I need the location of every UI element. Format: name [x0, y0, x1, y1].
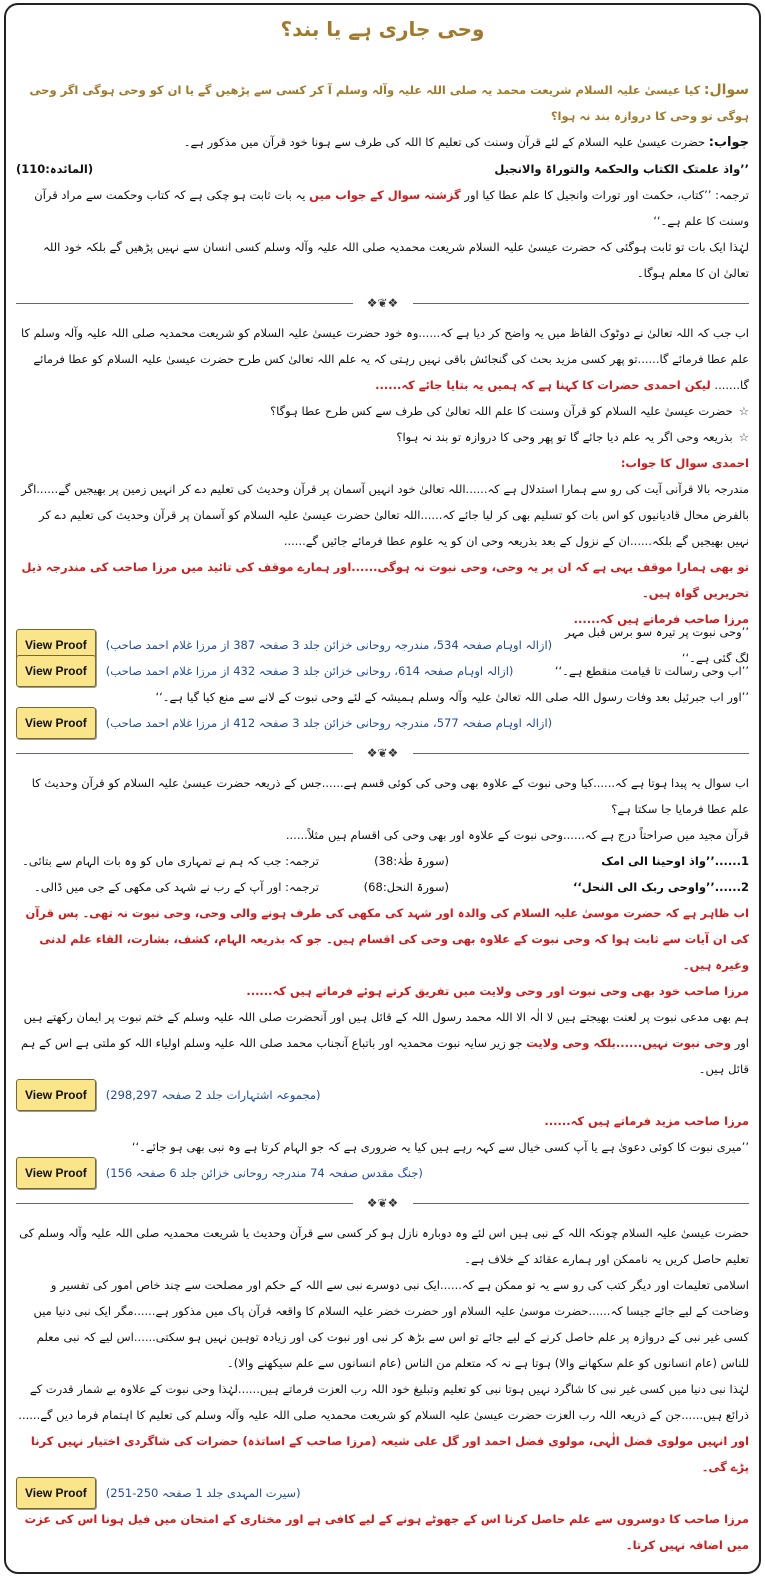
answer-intro: [16, 129, 749, 156]
question-label: سوال:: [703, 82, 749, 98]
ornament-icon: ❖❦❖: [366, 746, 399, 760]
star-icon: ☆: [738, 430, 749, 444]
section3-p5: [16, 1004, 749, 1082]
quote-3-text: ’’اور اب جبرئیل بعد وفات رسول اللہ صلی اللہ تعالیٰ علیہ وآلہ وسلم ہمیشہ کے لئے وحی نبوت کے لانے سے منع کیا گیا ہے۔‘‘: [155, 690, 749, 704]
star-item-text: حضرت عیسیٰ علیہ السلام کو قرآن وسنت کا علم اللہ تعالیٰ کی طرف سے کس طرح عطا ہوگا؟: [270, 404, 733, 418]
section3-p4: مرزا صاحب خود بھی وحی نبوت اور وحی ولایت میں تفریق کرتے ہوئے فرماتے ہیں کہ......: [246, 984, 749, 998]
section4-p4: مرزا صاحب کا دوسروں سے علم حاصل کرنا اس کے جھوٹے ہونے کے لیے کافی ہے اور مختاری کے امتحان میں فیل ہونا اس کی عزت میں اضافہ نہیں کرتا۔: [24, 1512, 749, 1552]
verse-ayah: 2......’’واوحی ربک الی النحل‘‘: [573, 880, 749, 894]
view-proof-button[interactable]: View Proof: [16, 629, 96, 661]
translation-post: یہ بات ثابت ہو چکی ہے کہ کتاب وحکمت سے مراد قرآن وسنت کا علم ہے۔‘‘: [34, 188, 749, 228]
quote-ref: (مجموعہ اشتہارات جلد 2 صفحہ 298,297): [105, 1088, 321, 1102]
conclusion: لہٰذا ایک بات تو ثابت ہوگئی کہ حضرت عیسیٰ علیہ السلام شریعت محمدیہ صلی اللہ علیہ وآلہ وسلم کسی انسان سے نہیں پڑھیں گے بلکہ خود اللہ تعالیٰ ان کا معلم ہوگا۔: [43, 240, 749, 280]
mirza-says: مرزا صاحب فرماتے ہیں کہ......: [573, 612, 749, 626]
view-proof-button[interactable]: View Proof: [16, 1157, 96, 1189]
ornament-icon: ❖❦❖: [366, 296, 399, 310]
section2-heading: احمدی سوال کا جواب:: [620, 456, 749, 470]
section2-p1-text: اب جب کہ اللہ تعالیٰ نے دوٹوک الفاظ میں یہ واضح کر دیا ہے کہ......وہ خود حضرت عیسیٰ علیہ السلام کو شریعت محمدیہ صلی اللہ علیہ وآلہ وسلم کا علم عطا فرمائے گا......تو پھر کسی مزید بحث کی گنجائش باقی نہیں رہتی کہ یہ علم اللہ تعالیٰ کس طرح حضرت عیسیٰ علیہ السلام کو عطا فرمائے گا.......: [20, 326, 749, 392]
view-proof-button[interactable]: View Proof: [16, 655, 96, 687]
ref-1-row: [16, 1082, 749, 1108]
section4-p1: حضرت عیسیٰ علیہ السلام چونکہ اللہ کے نبی ہیں اس لئے وہ دوبارہ نازل ہو کر کسی سے قرآن وحدیث یا شریعت محمدیہ صلی اللہ علیہ وآلہ وسلم کی تعلیم حاصل کریں یہ ناممکن اور ہمارے عقائد کے خلاف ہے۔: [19, 1226, 749, 1266]
view-proof-button[interactable]: View Proof: [16, 707, 96, 739]
verse-ref: (سورۃ طٰہٰ:38): [374, 854, 449, 868]
translation-red: گزشتہ سوال کے جواب میں: [309, 188, 461, 202]
verse-ref: (سورۃ النحل:68): [363, 880, 449, 894]
view-proof-button[interactable]: View Proof: [16, 1477, 96, 1509]
verse-2: [16, 874, 749, 900]
divider: [16, 1190, 749, 1216]
translation: [16, 182, 749, 234]
section3-p3: اب ظاہر ہے کہ حضرت موسیٰ علیہ السلام کی والدہ اور شہد کی مکھی کی طرف ہونے والی وحی، وحی نبوت نہ تھی۔ پس قرآن کی ان آیات سے ثابت ہوا کہ وحی نبوت کے علاوہ بھی وحی کی اقسام ہیں۔ جو کہ بذریعہ الہام، کشف، بشارت، القاء علم لدنی وغیرہ ہیں۔: [25, 906, 749, 972]
question: [16, 77, 749, 129]
translation-pre: ترجمہ: ’’کتاب، حکمت اور تورات وانجیل کا علم عطا کیا اور: [464, 188, 749, 202]
section3-p1: اب سوال یہ پیدا ہوتا ہے کہ......کیا وحی نبوت کے علاوہ بھی وحی کی کوئی قسم ہے......جس کے ذریعہ حضرت عیسیٰ علیہ السلام کو قرآن وحدیث کا علم عطا فرمایا جا سکتا ہے؟: [31, 776, 749, 816]
ornament-icon: ❖❦❖: [366, 1196, 399, 1210]
section2-p2: مندرجہ بالا قرآنی آیت کی رو سے ہمارا استدلال ہے کہ......اللہ تعالیٰ خود انہیں آسمان پر قرآن وحدیث کی تعلیم دے کر انہیں زمین پر بھیجیں گے......اگر بالفرض محال قادیانیوں کو اس بات کو تسلیم بھی کر لیا جائے کہ......اللہ تعالیٰ حضرت عیسیٰ علیہ السلام کو آسمان پر قرآن وحدیث کی تعلیم دے کر نہیں بھیجیں گے بلکہ......ان کے نزول کے بعد بذریعہ وحی ان کو یہ علوم عطا فرمائے جائیں گے......: [21, 482, 749, 548]
section2-p1: [16, 320, 749, 398]
quote-text: ’’اب وحی رسالت تا قیامت منقطع ہے۔‘‘: [554, 664, 749, 678]
section4-p2: اسلامی تعلیمات اور دیگر کتب کی رو سے یہ تو ممکن ہے کہ......ایک نبی دوسرے نبی سے اللہ کے حکم اور مصلحت سے چند خاص امور کی تفسیر و وضاحت کے لیے جائے جیسا کہ......حضرت موسیٰ علیہ السلام اور حضرت خضر علیہ السلام کا واقعہ قرآن پاک میں مذکور ہے......مگر ایک نبی دنیا میں کسی غیر نبی کے دروازہ پر علم حاصل کرنے کے لیے جائے تو اس سے بڑھ کر نبی اور نبوت کی اور زیادہ توہین نہیں ہو سکتی......اس لیے کہ نبی معلم للناس (عام انسانوں کو علم سکھانے والا) ہوتا ہے نہ کہ متعلم من الناس (عام انسانوں سے علم سیکھنے والا)۔: [33, 1278, 749, 1370]
ref-2-row: [16, 1160, 749, 1186]
ref-3-row: [16, 1480, 749, 1506]
section3-p5-post: جو زیر سایہ نبوت محمدیہ اور باتباع آنجناب محمد صلی اللہ علیہ وسلم اولیاء اللہ کو ملتی ہے اس کے ہم قائل ہیں۔: [21, 1036, 749, 1076]
section3-p2: قرآن مجید میں صراحتاً درج ہے کہ......وحی نبوت کے علاوہ اور بھی وحی کی اقسام ہیں مثلاً......: [285, 828, 749, 842]
quote-ref: (ازالہ اوہام صفحہ 534، مندرجہ روحانی خزائن جلد 3 صفحہ 387 از مرزا غلام احمد صاحب): [105, 638, 553, 652]
section2-p3: تو بھی ہمارا موقف یہی ہے کہ ان پر یہ وحی، وحی نبوت نہ ہوگی......اور ہمارے موقف کی تائید میں مرزا صاحب کی مندرجہ ذیل تحریریں گواہ ہیں۔: [21, 560, 749, 600]
quote-ref: (سیرت المہدی جلد 1 صفحہ 250-251): [105, 1486, 301, 1500]
verse-translation: ترجمہ: اور آپ کے رب نے شہد کی مکھی کے جی میں ڈالی۔: [34, 880, 319, 894]
mirza-more: مرزا صاحب مزید فرماتے ہیں کہ......: [544, 1114, 749, 1128]
section4-p3: [16, 1376, 749, 1480]
section3-p5-text: ہم بھی مدعی نبوت پر لعنت بھیجتے ہیں لا الٰہ الا اللہ محمد رسول اللہ کے قائل ہیں اور آنحضرت صلی اللہ علیہ وسلم کے ختم نبوت پر ایمان رکھتے ہیں اور: [23, 1010, 749, 1050]
page-title: وحی جاری ہے یا بند؟: [280, 17, 485, 41]
divider: [16, 290, 749, 316]
section2-p1-red: لیکن احمدی حضرات کا کہنا ہے کہ ہمیں یہ بتایا جائے کہ......: [375, 378, 711, 392]
answer-intro-text: حضرت عیسیٰ علیہ السلام کے لئے قرآن وسنت کی تعلیم کا اللہ کی طرف سے ہونا خود قرآن میں مذکور ہے۔: [183, 135, 706, 149]
verse-translation: ترجمہ: جب کہ ہم نے تمہاری ماں کو وہ بات الہام سے بتائی۔: [22, 854, 319, 868]
star-icon: ☆: [738, 404, 749, 418]
verse-1: [16, 848, 749, 874]
divider: [16, 740, 749, 766]
view-proof-button[interactable]: View Proof: [16, 1079, 96, 1111]
verse-ayah: 1......’’واذ اوحینا الی امک: [601, 854, 749, 868]
quote-ref: (ازالہ اوہام صفحہ 614، روحانی خزائن جلد 3 صفحہ 432 از مرزا غلام احمد صاحب): [105, 664, 514, 678]
quote-3: [16, 710, 749, 736]
ayah-text: ’’واذ علمتک الکتاب والحکمۃ والتوراۃ والانجیل: [494, 162, 749, 176]
star-item-2: [16, 424, 749, 450]
quote-1: [16, 625, 749, 665]
quote-ref: (ازالہ اوہام صفحہ 577، مندرجہ روحانی خزائن جلد 3 صفحہ 412 از مرزا غلام احمد صاحب): [105, 716, 553, 730]
section3-p5-red: وحی نبوت نہیں......بلکہ وحی ولایت: [526, 1036, 732, 1050]
answer-label: جواب:: [708, 135, 749, 150]
question-text: کیا عیسیٰ علیہ السلام شریعت محمد یہ صلی اللہ علیہ وآلہ وسلم آ کر کسی سے پڑھیں گے یا ان کو وحی ہوگی اگر وحی ہوگی تو وحی کا دروازہ بند نہ ہوا؟: [29, 83, 749, 123]
section4-p3-red: اور انہیں مولوی فضل الٰہی، مولوی فضل احمد اور گل علی شیعہ (مرزا صاحب کے اساتذہ) حضرات کی شاگردی اختیار نہیں کرنا پڑے گی۔: [30, 1434, 749, 1474]
star-item-text: بذریعہ وحی اگر یہ علم دیا جائے گا تو پھر وحی کا دروازہ تو بند نہ ہوا؟: [396, 430, 733, 444]
ayah-line: [16, 156, 749, 182]
quote-2: [16, 658, 749, 684]
quote-4-text: ’’میری نبوت کا کوئی دعویٰ ہے یا آپ کسی خیال سے کہہ رہے ہیں کیا یہ ضروری ہے کہ جو الہام کرتا ہے وہ نبی بھی ہو جائے۔‘‘: [131, 1140, 749, 1154]
quote-ref: (جنگ مقدس صفحہ 74 مندرجہ روحانی خزائن جلد 6 صفحہ 156): [105, 1166, 423, 1180]
quote-text: ’’وحی نبوت پر تیرہ سو برس قبل مہر لگ گئی ہے۔‘‘: [565, 625, 749, 665]
section4-p3-text: لہٰذا نبی دنیا میں کسی غیر نبی کا شاگرد نہیں ہوتا نبی کو تعلیم وتبلیغ خود اللہ رب العزت فرماتے ہیں......لہٰذا وحی نبوت کے علاوہ بے شمار قدرت کے ذرائع ہیں......جن کے ذریعہ اللہ رب العزت حضرت عیسیٰ علیہ السلام کو شریعت محمدیہ صلی اللہ علیہ وآلہ وسلم کی تعلیم کا اہتمام فرما دیں گے......: [18, 1382, 749, 1422]
star-item-1: [16, 398, 749, 424]
ayah-ref: (المائدہ:110): [16, 162, 94, 176]
page-frame: [4, 3, 761, 1574]
